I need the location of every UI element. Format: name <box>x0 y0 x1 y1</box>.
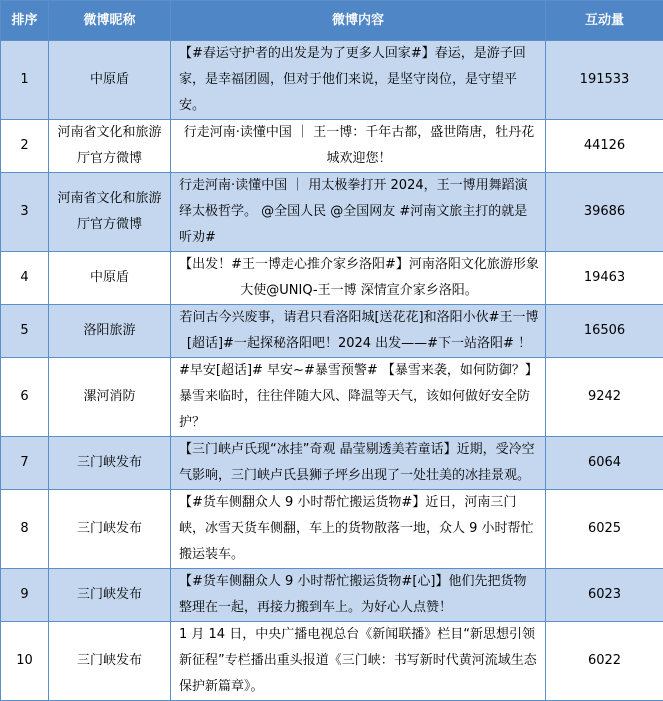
row-rank: 6 <box>1 358 49 437</box>
row-name: 三门峡发布 <box>49 622 171 701</box>
row-count: 6064 <box>546 437 663 490</box>
row-content: 行走河南·读懂中国 ｜ 用太极拳打开 2024，王一博用舞蹈演绎太极哲学。 @全国人民 @全国网友 #河南文旅主打的就是听劝# <box>171 173 546 252</box>
table-row <box>1 120 663 173</box>
row-rank: 5 <box>1 305 49 358</box>
row-name: 漯河消防 <box>49 358 171 437</box>
row-name: 中原盾 <box>49 252 171 305</box>
row-name: 河南省文化和旅游厅官方微博 <box>49 173 171 252</box>
row-rank: 9 <box>1 569 49 622</box>
row-count: 6022 <box>546 622 663 701</box>
row-content: 行走河南·读懂中国 ｜ 王一博：千年古都，盛世隋唐，牡丹花城欢迎您！ <box>171 120 546 173</box>
row-count: 19463 <box>546 252 663 305</box>
header-name: 微博昵称 <box>49 1 171 41</box>
row-content: 【出发！#王一博走心推介家乡洛阳#】河南洛阳文化旅游形象大使@UNIQ-王一博 深情宣介家乡洛阳。 <box>171 252 546 305</box>
row-count: 9242 <box>546 358 663 437</box>
table-row <box>1 41 663 120</box>
table-row <box>1 252 663 305</box>
header-row <box>1 1 663 41</box>
table-row <box>1 622 663 701</box>
row-count: 16506 <box>546 305 663 358</box>
header-rank: 排序 <box>1 1 49 41</box>
row-count: 44126 <box>546 120 663 173</box>
row-count: 191533 <box>546 41 663 120</box>
row-count: 6025 <box>546 490 663 569</box>
row-name: 中原盾 <box>49 41 171 120</box>
row-rank: 1 <box>1 41 49 120</box>
table-row <box>1 569 663 622</box>
row-name: 河南省文化和旅游厅官方微博 <box>49 120 171 173</box>
header-content: 微博内容 <box>171 1 546 41</box>
header-count: 互动量 <box>546 1 663 41</box>
row-content: 【三门峡卢氏现“冰挂”奇观 晶莹剔透美若童话】近期，受冷空气影响，三门峡卢氏县狮子坪乡出现了一处壮美的冰挂景观。 <box>171 437 546 490</box>
row-content: 【#货车侧翻众人 9 小时帮忙搬运货物#[心]】他们先把货物整理在一起，再接力搬到车上。为好心人点赞！ <box>171 569 546 622</box>
row-rank: 2 <box>1 120 49 173</box>
row-content: #早安[超话]# 早安~#暴雪预警# 【暴雪来袭，如何防御？】暴雪来临时，往往伴随大风、降温等天气，该如何做好安全防护？ <box>171 358 546 437</box>
row-rank: 3 <box>1 173 49 252</box>
row-content: 若问古今兴废事，请君只看洛阳城[送花花]和洛阳小伙#王一博[超话]#一起探秘洛阳吧！2024 出发——#下一站洛阳# ！ <box>171 305 546 358</box>
row-name: 三门峡发布 <box>49 569 171 622</box>
row-content: 1 月 14 日，中央广播电视总台《新闻联播》栏目“新思想引领新征程”专栏播出重头报道《三门峡：书写新时代黄河流域生态保护新篇章》。 <box>171 622 546 701</box>
table-row <box>1 358 663 437</box>
row-rank: 7 <box>1 437 49 490</box>
row-name: 三门峡发布 <box>49 437 171 490</box>
table-row <box>1 490 663 569</box>
table-row <box>1 173 663 252</box>
row-rank: 8 <box>1 490 49 569</box>
row-content: 【#春运守护者的出发是为了更多人回家#】春运，是游子回家，是幸福团圆，但对于他们来说，是坚守岗位，是守望平安。 <box>171 41 546 120</box>
row-rank: 10 <box>1 622 49 701</box>
table-row <box>1 437 663 490</box>
table-row <box>1 305 663 358</box>
row-name: 洛阳旅游 <box>49 305 171 358</box>
row-name: 三门峡发布 <box>49 490 171 569</box>
row-content: 【#货车侧翻众人 9 小时帮忙搬运货物#】近日，河南三门峡，冰雪天货车侧翻，车上的货物散落一地，众人 9 小时帮忙搬运装车。 <box>171 490 546 569</box>
row-rank: 4 <box>1 252 49 305</box>
row-count: 39686 <box>546 173 663 252</box>
row-count: 6023 <box>546 569 663 622</box>
